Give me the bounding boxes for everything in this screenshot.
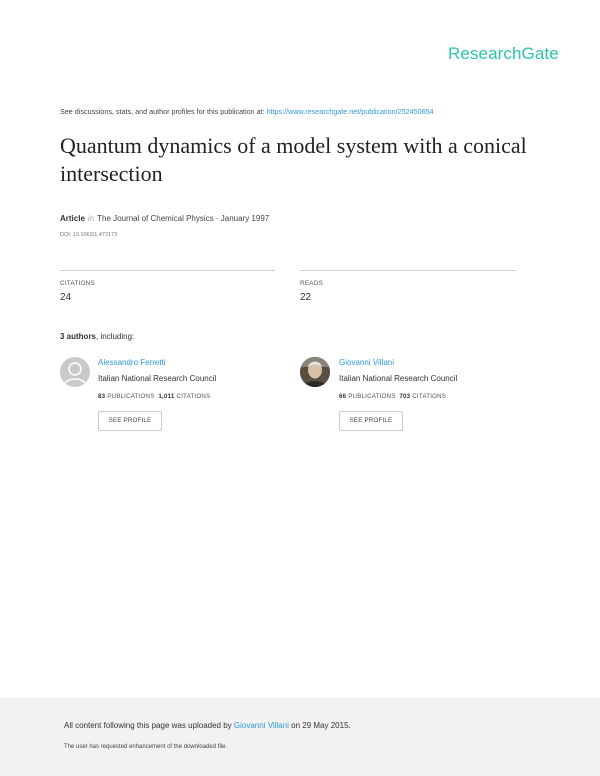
- author-photo[interactable]: [300, 357, 330, 387]
- article-type: Article: [60, 214, 85, 223]
- see-profile-button[interactable]: SEE PROFILE: [98, 411, 162, 431]
- reads-label: READS: [300, 280, 324, 287]
- researchgate-logo[interactable]: ResearchGate: [448, 44, 559, 63]
- citations-value: 24: [60, 292, 72, 303]
- uploader-link[interactable]: Giovanni Villani: [233, 721, 289, 730]
- journal-date: The Journal of Chemical Physics · January 1997: [97, 214, 270, 223]
- upload-prefix: All content following this page was uploaded by: [64, 721, 232, 730]
- doi: DOI: 10.1063/1.473173: [60, 232, 118, 238]
- publication-link[interactable]: https://www.researchgate.net/publication/252450654: [266, 107, 434, 116]
- reads-divider: [300, 270, 516, 271]
- author-stats: [339, 393, 446, 400]
- author-publications-label: PUBLICATIONS: [348, 393, 396, 400]
- author-citations-label: CITATIONS: [412, 393, 447, 400]
- author-name[interactable]: Alessandro Ferretti: [98, 358, 166, 367]
- author-citations-count: 1,011: [158, 393, 175, 400]
- article-meta: [60, 214, 269, 223]
- citations-label: CITATIONS: [60, 280, 95, 287]
- author-publications-count: 66: [339, 393, 347, 400]
- discussions-text: See discussions, stats, and author profiles for this publication at:: [60, 107, 265, 116]
- placeholder-avatar-icon[interactable]: [60, 357, 90, 387]
- reads-value: 22: [300, 292, 312, 303]
- upload-line: [64, 721, 351, 730]
- author-name[interactable]: Giovanni Villani: [339, 358, 394, 367]
- authors-count: 3 authors: [60, 332, 97, 341]
- author-citations-count: 703: [399, 393, 411, 400]
- author-publications-label: PUBLICATIONS: [107, 393, 155, 400]
- in-word: in: [87, 214, 95, 223]
- upload-suffix: on 29 May 2015.: [291, 721, 351, 730]
- author-publications-count: 83: [98, 393, 106, 400]
- author-stats: [98, 393, 210, 400]
- article-title: Quantum dynamics of a model system with a conical intersection: [60, 133, 527, 186]
- enhancement-note: The user has requested enhancement of the downloaded file.: [64, 744, 228, 750]
- see-profile-button[interactable]: SEE PROFILE: [339, 411, 403, 431]
- citations-divider: [60, 270, 275, 271]
- authors-suffix: , including:: [96, 332, 135, 341]
- authors-heading: [60, 332, 134, 341]
- discussions-line: [60, 107, 434, 116]
- author-institution: Italian National Research Council: [339, 374, 458, 383]
- footer-band: [0, 698, 600, 776]
- author-citations-label: CITATIONS: [176, 393, 211, 400]
- author-institution: Italian National Research Council: [98, 374, 217, 383]
